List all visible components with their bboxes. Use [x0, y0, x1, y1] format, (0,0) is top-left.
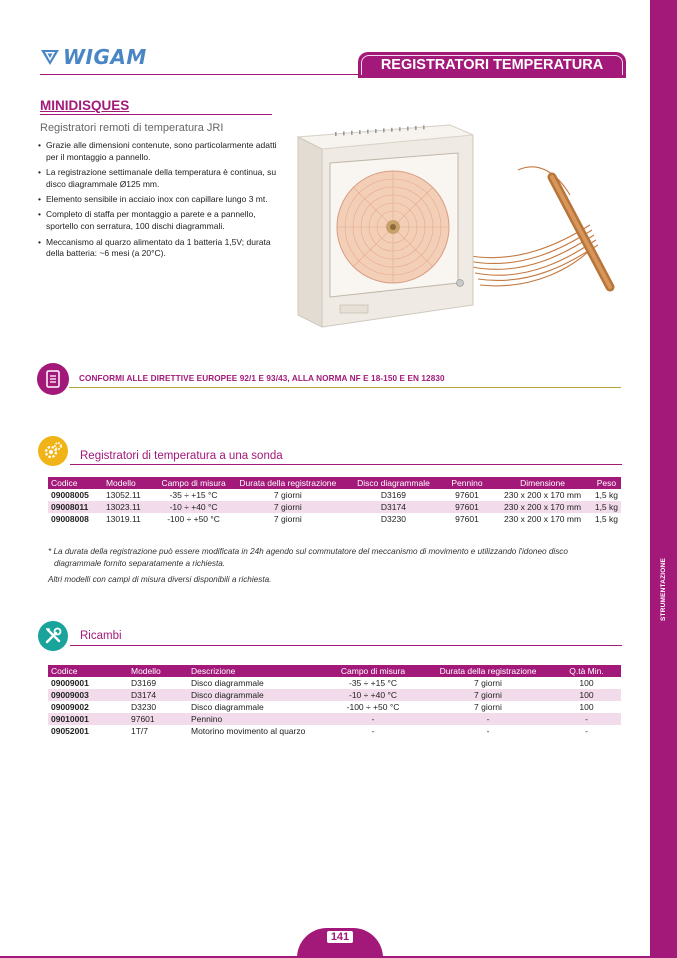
brand-logo — [40, 46, 147, 68]
product-title-rule — [40, 114, 272, 115]
column-header: Disco diagrammale — [346, 477, 441, 489]
note-other-models: Altri modelli con campi di misura diversi disponibili a richiesta. — [48, 575, 272, 584]
table-cell: Disco diagrammale — [191, 678, 264, 688]
column-header: Modello — [128, 665, 188, 677]
feature-item: • La registrazione settimanale della temperatura è continua, su disco diagrammale Ø125 mm. — [38, 167, 283, 191]
section-badge — [38, 621, 68, 651]
column-header: Campo di misura — [158, 477, 230, 489]
table-cell: - — [486, 726, 490, 736]
spare-parts-table — [48, 665, 621, 737]
table-row — [48, 725, 621, 737]
feature-item: • Completo di staffa per montaggio a parete e a pannello, sportello con serratura, 100 dischi diagrammali. — [38, 209, 283, 233]
table-cell: Disco diagrammale — [188, 689, 322, 701]
table-row — [48, 501, 621, 513]
table-cell: - — [424, 713, 552, 725]
table-cell: 97601 — [455, 514, 479, 524]
table-cell: 230 x 200 x 170 mm — [493, 501, 592, 513]
product-photo — [290, 115, 625, 330]
table-cell: - — [552, 713, 621, 725]
table-cell: 09010001 — [48, 713, 128, 725]
table-cell: -35 ÷ +15 °C — [349, 678, 397, 688]
table-row — [48, 701, 621, 713]
section-rule — [70, 645, 622, 646]
table-cell: D3169 — [131, 678, 157, 688]
directive-rule — [69, 387, 621, 388]
column-header: Campo di misura — [322, 665, 424, 677]
column-header: Descrizione — [188, 665, 322, 677]
category-header — [358, 52, 626, 78]
gear-icon — [42, 440, 64, 462]
table-cell: 09052001 — [51, 726, 89, 736]
logo-text: WIGAM — [63, 45, 147, 69]
table-cell: 97601 — [128, 713, 188, 725]
feature-item: • Elemento sensibile in acciaio inox con capillare lungo 3 mt. — [38, 194, 283, 206]
table-cell: -35 ÷ +15 °C — [169, 490, 218, 500]
table-cell: D3174 — [346, 501, 441, 513]
table-cell: 1,5 kg — [594, 490, 618, 500]
note-duration — [48, 546, 618, 569]
product-subtitle: Registratori remoti di temperatura JRI — [40, 122, 224, 134]
table-cell: 1,5 kg — [594, 514, 618, 524]
table-cell: 7 giorni — [229, 501, 346, 513]
side-section-label: STRUMENTAZIONE — [660, 558, 667, 622]
table-row — [48, 677, 621, 689]
table-cell: 13023.11 — [103, 501, 158, 513]
table-cell: 13052.11 — [105, 490, 141, 500]
table-cell: -100 ÷ +50 °C — [167, 514, 220, 524]
table-row — [48, 713, 621, 725]
table-cell: 230 x 200 x 170 mm — [504, 514, 582, 524]
document-list-icon — [42, 368, 64, 390]
note-text: * La durata della registrazione può essere modificata in 24h agendo sul commutatore del meccanismo di movimento e utilizzando l'idoneo disco — [48, 547, 568, 556]
table-cell: 100 — [579, 678, 594, 688]
table-cell: D3169 — [380, 490, 406, 500]
table-cell: - — [371, 726, 375, 736]
table-cell: D3230 — [380, 514, 406, 524]
section-title: Registratori di temperatura a una sonda — [80, 450, 283, 462]
table-cell: 7 giorni — [273, 514, 302, 524]
column-header: Codice — [48, 665, 128, 677]
column-header: Modello — [103, 477, 158, 489]
column-header: Dimensione — [493, 477, 592, 489]
table-cell: 97601 — [441, 501, 494, 513]
column-header: Durata della registrazione — [424, 665, 552, 677]
recorders-table — [48, 477, 621, 525]
table-cell: 09008011 — [48, 501, 103, 513]
column-header: Peso — [592, 477, 621, 489]
table-cell: Motorino movimento al quarzo — [191, 726, 306, 736]
table-cell: Pennino — [188, 713, 322, 725]
page-number-text: 141 — [327, 931, 353, 943]
tools-icon — [42, 625, 64, 647]
table-cell: 09009001 — [51, 678, 89, 688]
directive-badge — [37, 363, 69, 395]
table-row — [48, 689, 621, 701]
product-title: MINIDISQUES — [40, 98, 130, 113]
feature-item: • Meccanismo al quarzo alimentato da 1 batteria 1,5V; durata della batteria: ~6 mesi (a 20°C). — [38, 237, 283, 261]
header-rule — [40, 74, 358, 75]
table-header-row — [48, 665, 621, 677]
note-text-continued: diagrammale fornito separatamente a richiesta. — [54, 558, 226, 568]
side-band — [650, 0, 677, 958]
table-cell: 97601 — [455, 490, 479, 500]
table-cell: 09009002 — [51, 702, 89, 712]
table-cell: 230 x 200 x 170 mm — [504, 490, 582, 500]
table-cell: -10 ÷ +40 °C — [158, 501, 230, 513]
table-cell: -10 ÷ +40 °C — [322, 689, 424, 701]
directive-text: CONFORMI ALLE DIRETTIVE EUROPEE 92/1 E 93/43, ALLA NORMA NF E 18-150 E EN 12830 — [79, 374, 445, 383]
column-header: Durata della registrazione — [229, 477, 346, 489]
section-rule — [70, 464, 622, 465]
logo-mark-icon — [40, 48, 60, 66]
column-header: Pennino — [441, 477, 494, 489]
feature-item: • Grazie alle dimensioni contenute, sono particolarmente adatti per il montaggio a pannello. — [38, 140, 283, 164]
table-cell: D3230 — [131, 702, 157, 712]
product-features — [38, 140, 283, 264]
table-cell: 13019.11 — [105, 514, 141, 524]
table-cell: - — [322, 713, 424, 725]
page-number — [297, 931, 383, 943]
table-cell: 09009003 — [48, 689, 128, 701]
table-cell: 100 — [552, 689, 621, 701]
table-row — [48, 489, 621, 501]
section-title: Ricambi — [80, 630, 122, 642]
category-title: REGISTRATORI TEMPERATURA — [380, 57, 604, 73]
table-cell: - — [585, 726, 588, 736]
table-cell: Disco diagrammale — [191, 702, 264, 712]
table-cell: 09008008 — [51, 514, 89, 524]
table-cell: 7 giorni — [273, 490, 302, 500]
table-cell: 1T/7 — [131, 726, 149, 736]
table-cell: 09008005 — [51, 490, 89, 500]
table-cell: 7 giorni — [424, 689, 552, 701]
table-cell: -100 ÷ +50 °C — [346, 702, 400, 712]
section-badge — [38, 436, 68, 466]
table-row — [48, 513, 621, 525]
table-cell: D3174 — [128, 689, 188, 701]
column-header: Codice — [48, 477, 103, 489]
table-notes — [48, 546, 618, 586]
table-cell: 1,5 kg — [592, 501, 621, 513]
table-cell: 7 giorni — [474, 678, 502, 688]
table-header-row — [48, 477, 621, 489]
table-cell: 7 giorni — [474, 702, 502, 712]
column-header: Q.tà Min. — [552, 665, 621, 677]
table-cell: 100 — [579, 702, 594, 712]
